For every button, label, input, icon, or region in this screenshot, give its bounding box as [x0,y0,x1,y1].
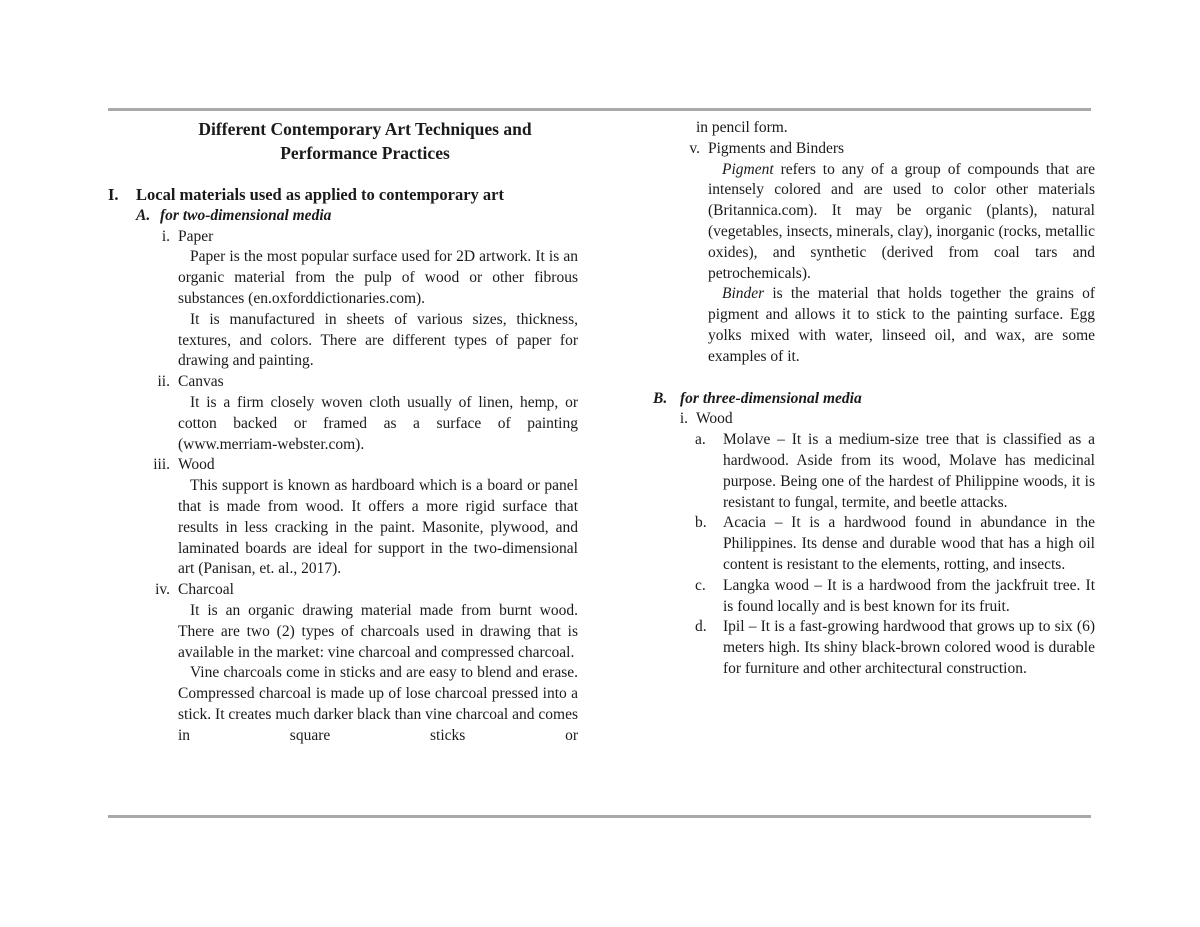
wood-entry-molave [695,430,1095,513]
title-line-1: Different Contemporary Art Techniques and [198,119,532,139]
item-canvas-number: ii. [157,373,170,391]
section-a-number: A. [136,206,151,224]
canvas-paragraph: It is a firm closely woven cloth usually of linen, hemp, or cotton backed or framed as a surface of painting (www.merriam-webster.com). [178,393,578,453]
item-3d-wood-heading [650,409,1095,430]
item-charcoal-number: iv. [155,581,170,599]
binder-term: Binder [722,285,765,303]
paper-paragraph-2: It is manufactured in sheets of various sizes, thickness, textures, and colors. There are different types of paper for drawing and painting. [178,310,578,370]
item-3d-wood-number: i. [679,410,688,428]
spacer [650,368,1095,389]
item-pigments-label: Pigments and Binders [708,139,845,157]
charcoal-paragraph-1: It is an organic drawing material made from burnt wood. There are two (2) types of charcoals used in drawing that is available in the market: vine charcoal and compressed charcoal. [178,601,578,661]
pigment-definition: refers to any of a group of compounds that are intensely colored and are used to color other materials (Britannica.com). It may be organic (plants), natural (vegetables, insects, minerals, clay), inorganic (rocks, metallic oxides), and synthetic (derived from coal tars and petrochemicals). [708,160,1095,282]
section-b-number: B. [653,389,668,407]
item-pigments-number: v. [689,139,700,157]
item-canvas-label: Canvas [178,373,224,391]
wood-entry-langka-text: Langka wood – It is a hardwood from the jackfruit tree. It is found locally and is best known for its fruit. [723,576,1095,615]
item-paper-heading [108,227,578,248]
page-title [140,117,590,165]
item-pigments-heading [650,139,1095,160]
section-a-heading [136,206,578,227]
wood-entry-langka-letter: c. [695,576,706,594]
bottom-rule [108,815,1091,818]
wood-entry-molave-text: Molave – It is a medium-size tree that is classified as a hardwood. Aside from its wood, Molave has medicinal purpose. Being one of the hardest of Philippine woods, it is resistant to fungal, termite, and beetle attacks. [723,431,1095,511]
item-canvas-heading [108,372,578,393]
wood-paragraph: This support is known as hardboard which is a board or panel that is made from wood. It offers a more rigid surface that results in less cracking in the paint. Masonite, plywood, and laminated boards are ideal for support in the two-dimensional art (Panisan, et. al., 2017). [178,477,578,578]
top-rule [108,108,1091,111]
item-wood-heading [108,455,578,476]
wood-entry-ipil-text: Ipil – It is a fast-growing hardwood that grows up to six (6) meters high. Its shiny black-brown colored wood is durable for furniture and other architectural construction. [723,618,1095,677]
wood-entry-ipil [695,617,1095,679]
section-a-text: for two-dimensional media [160,206,332,224]
left-column [108,185,578,747]
item-wood-label: Wood [178,456,215,474]
wood-entry-ipil-letter: d. [695,618,707,636]
item-paper-label: Paper [178,227,214,245]
pigment-term: Pigment [722,160,774,178]
section-i-heading [108,185,578,206]
item-wood-number: iii. [153,456,170,474]
pigment-paragraph [708,160,1095,285]
charcoal-continuation: in pencil form. [696,119,788,136]
wood-entry-molave-letter: a. [695,431,706,449]
binder-definition: is the material that holds together the grains of pigment and allows it to stick to the painting surface. Egg yolks mixed with water, linseed oil, and wax, are some examples of it. [708,285,1095,365]
section-b-heading [650,389,1095,410]
wood-entry-acacia-letter: b. [695,514,707,532]
right-column [650,118,1095,680]
item-charcoal-label: Charcoal [178,581,234,599]
wood-entry-acacia [695,513,1095,575]
wood-entry-langka [695,576,1095,618]
wood-entries [695,430,1095,680]
item-charcoal-heading [108,580,578,601]
section-i-number: I. [108,185,119,204]
paper-paragraph-1: Paper is the most popular surface used for 2D artwork. It is an organic material from the pulp of wood or other fibrous substances (en.oxforddictionaries.com). [178,248,578,307]
wood-entry-acacia-text: Acacia – It is a hardwood found in abundance in the Philippines. Its dense and durable wood that has a high oil content is resistant to the elements, rotting, and insects. [723,514,1095,573]
section-i-text: Local materials used as applied to contemporary art [136,185,505,204]
item-paper-number: i. [161,227,170,245]
charcoal-paragraph-2: Vine charcoals come in sticks and are easy to blend and erase. Compressed charcoal is made up of lose charcoal pressed into a stick. It creates much darker black than vine charcoal and comes in square sticks or [178,664,578,744]
section-b-text: for three-dimensional media [680,389,862,407]
title-line-2: Performance Practices [280,143,450,163]
item-3d-wood-label: Wood [696,410,733,428]
binder-paragraph [708,284,1095,367]
